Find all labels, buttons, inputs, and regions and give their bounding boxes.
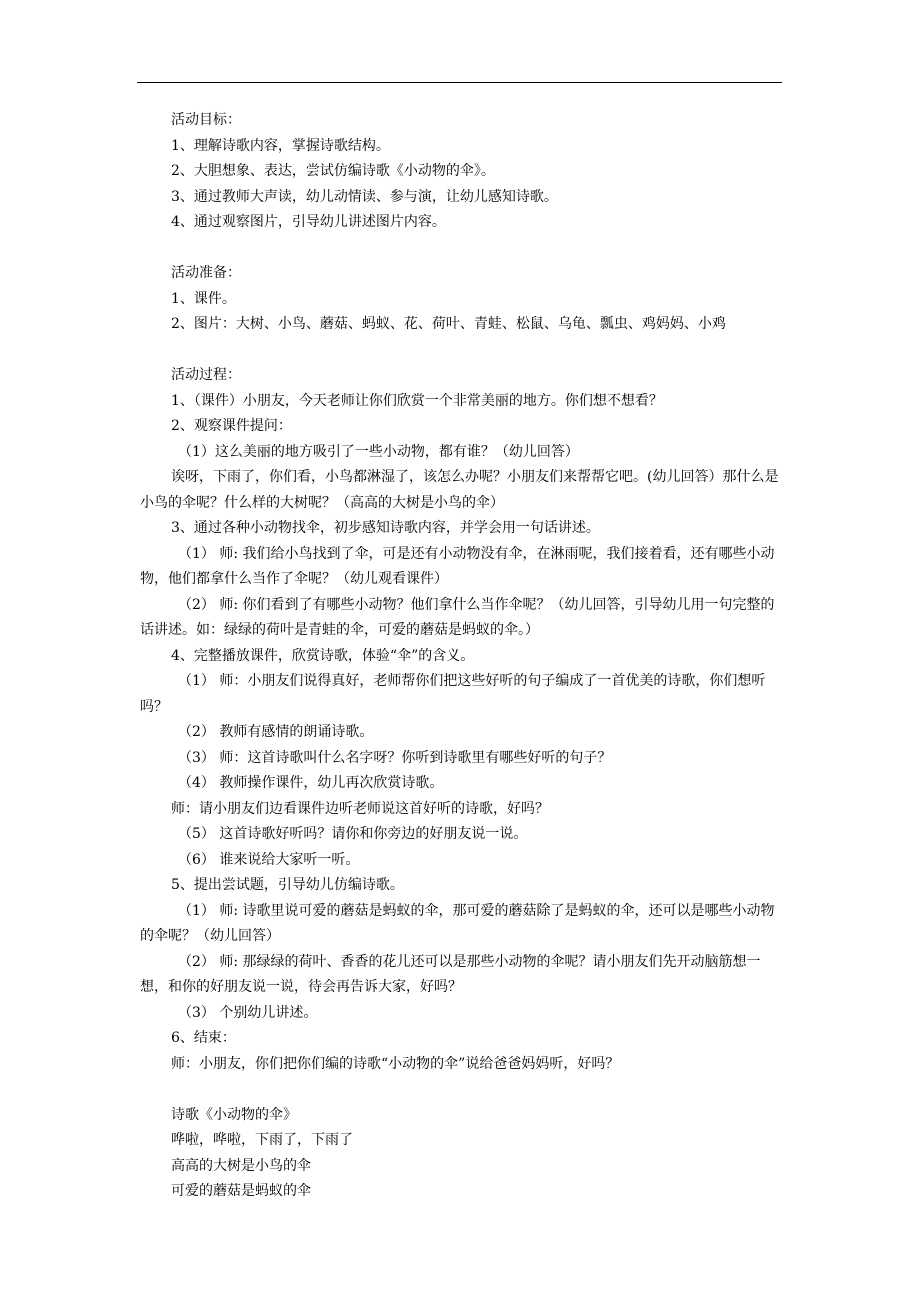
process-substep: （1） 师: 我们给小鸟找到了伞，可是还有小动物没有伞，在淋雨呢，我们接着看，还有哪些小动物，他们都拿什么当作了伞呢？（幼儿观看课件） — [140, 545, 775, 587]
poem-line: 可爱的蘑菇是蚂蚁的伞 — [171, 1183, 311, 1199]
process-step: 4、完整播放课件，欣赏诗歌，体验“伞”的含义。 — [171, 647, 475, 664]
process-section — [140, 363, 785, 1077]
process-substep: （1） 师：小朋友们说得真好，老师帮你们把这些好听的句子编成了一首优美的诗歌，你们想听吗？ — [140, 673, 766, 715]
goal-item: 1、理解诗歌内容，掌握诗歌结构。 — [171, 137, 390, 154]
process-step: 5、提出尝试题，引导幼儿仿编诗歌。 — [171, 877, 404, 893]
poem-title: 诗歌《小动物的伞》 — [171, 1106, 297, 1123]
process-heading: 活动过程： — [171, 367, 241, 383]
process-step: 1、（课件）小朋友，今天老师让你们欣赏一个非常美丽的地方。你们想不想看？ — [171, 392, 663, 409]
goal-item: 4、通过观察图片，引导幼儿讲述图片内容。 — [171, 214, 446, 230]
process-substep: （1）这么美丽的地方吸引了一些小动物，都有谁？（幼儿回答） — [178, 443, 579, 460]
process-step: 2、观察课件提问： — [171, 418, 292, 434]
process-teacher-line: 师：小朋友，你们把你们编的诗歌“小动物的伞”说给爸爸妈妈听，好吗？ — [171, 1055, 620, 1072]
process-paragraph: 诶呀，下雨了，你们看，小鸟都淋湿了，该怎么办呢？小朋友们来帮帮它吧。(幼儿回答）那什么是小鸟的伞呢？什么样的大树呢？（高高的大树是小鸟的伞） — [140, 469, 779, 511]
poem-line: 高高的大树是小鸟的伞 — [171, 1157, 311, 1174]
header-rule — [137, 82, 782, 83]
goal-item: 2、大胆想象、表达，尝试仿编诗歌《小动物的伞》。 — [171, 163, 495, 179]
process-substep: （1） 师: 诗歌里说可爱的蘑菇是蚂蚁的伞，那可爱的蘑菇除了是蚂蚁的伞，还可以是哪些小动物的伞呢？（幼儿回答） — [140, 902, 775, 944]
process-substep: （3） 师：这首诗歌叫什么名字呀？你听到诗歌里有哪些好听的句子？ — [178, 749, 612, 766]
process-substep: （2） 教师有感情的朗诵诗歌。 — [178, 724, 374, 740]
process-teacher-line: 师：请小朋友们边看课件边听老师说这首好听的诗歌，好吗？ — [171, 800, 549, 817]
prep-heading: 活动准备： — [171, 265, 241, 281]
process-step: 6、结束： — [171, 1030, 236, 1046]
process-substep: （4） 教师操作课件，幼儿再次欣赏诗歌。 — [178, 775, 444, 791]
process-substep: （2） 师: 你们看到了有哪些小动物？他们拿什么当作伞呢？（幼儿回答，引导幼儿用一句完整的话讲述。如：绿绿的荷叶是青蛙的伞，可爱的蘑菇是蚂蚁的伞。） — [140, 596, 775, 638]
poem-line: 哗啦，哗啦，下雨了，下雨了 — [171, 1132, 353, 1148]
document-body — [140, 108, 785, 1205]
process-step: 3、通过各种小动物找伞，初步感知诗歌内容，并学会用一句话讲述。 — [171, 520, 600, 536]
goal-item: 3、通过教师大声读，幼儿动情读、参与演，让幼儿感知诗歌。 — [171, 188, 558, 205]
process-substep: （2） 师: 那绿绿的荷叶、香香的花儿还可以是那些小动物的伞呢？请小朋友们先开动脑筋想一想，和你的好朋友说一说，待会再告诉大家，好吗？ — [140, 953, 761, 995]
prep-item: 2、图片：大树、小鸟、蘑菇、蚂蚁、花、荷叶、青蛙、松鼠、乌龟、瓢虫、鸡妈妈、小鸡 — [171, 316, 726, 332]
goals-heading: 活动目标： — [171, 112, 241, 128]
process-substep: （3） 个别幼儿讲述。 — [178, 1004, 318, 1021]
process-substep: （6） 谁来说给大家听一听。 — [178, 851, 360, 868]
goals-section — [140, 108, 785, 236]
prep-item: 1、课件。 — [171, 290, 236, 307]
prep-section — [140, 261, 785, 338]
process-substep: （5） 这首诗歌好听吗？请你和你旁边的好朋友说一说。 — [178, 826, 528, 842]
poem-section — [140, 1103, 785, 1205]
